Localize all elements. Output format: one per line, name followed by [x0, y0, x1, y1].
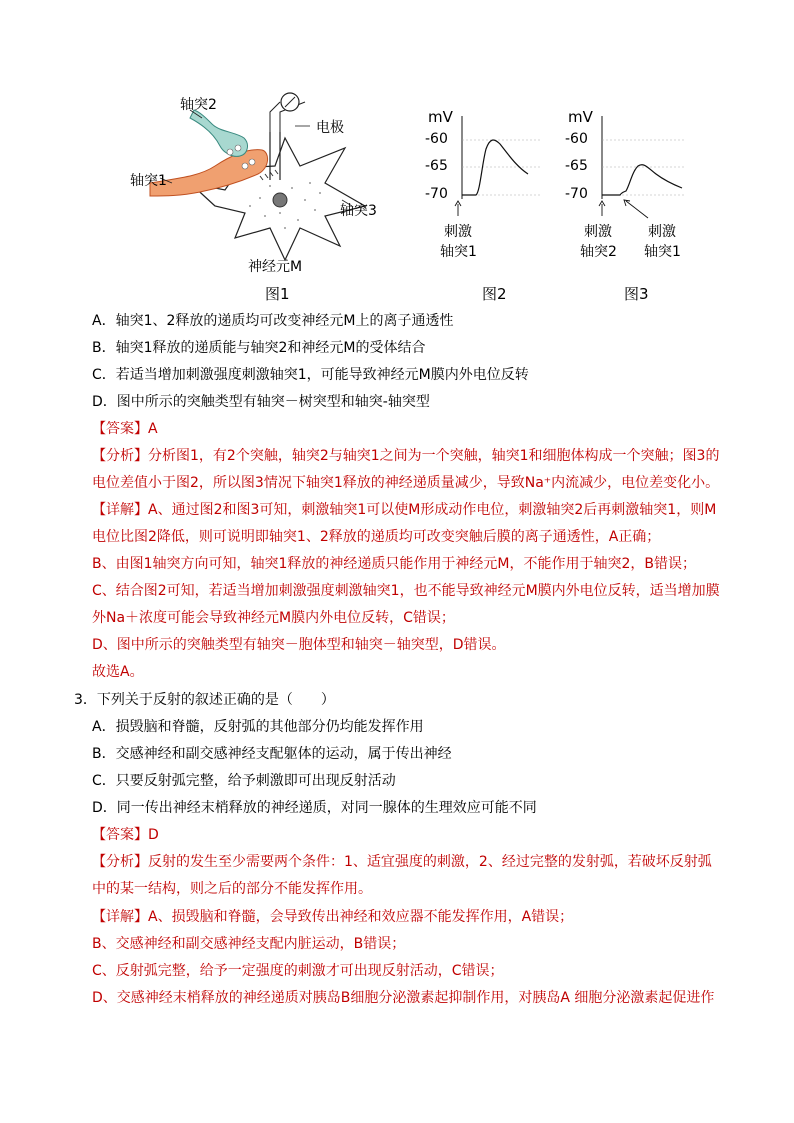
fig3-stim-b-line2: 轴突1 — [644, 244, 681, 260]
q2-analysis-line2: 电位差值小于图2，所以图3情况下轴突1释放的神经递质量减少，导致Na⁺内流减少，电位差变化小。 — [92, 475, 720, 491]
q3-stem: 3．下列关于反射的叙述正确的是（ ） — [74, 692, 335, 708]
fig3-stim-a-line2: 轴突2 — [580, 244, 617, 260]
q3-detail-line1 — [92, 907, 573, 927]
fig3-tick-65: -65 — [565, 158, 588, 174]
q2-detail-line3: B、由图1轴突方向可知，轴突1释放的神经递质只能作用于神经元M，不能作用于轴突2，B错误； — [92, 556, 697, 572]
q2-detail-line6: D、图中所示的突触类型有轴突－胞体型和轴突－轴突型，D错误。 — [92, 637, 506, 653]
analysis-text: 反射的发生至少需要两个条件：1、适宜强度的刺激，2、经过完整的发射弧，若破坏反射弧 — [148, 854, 712, 870]
q2-option-c: C．若适当增加刺激强度刺激轴突1，可能导致神经元M膜内外电位反转 — [92, 367, 529, 383]
q3-option-c: C．只要反射弧完整，给予刺激即可出现反射活动 — [92, 773, 396, 789]
figure2-caption: 图2 — [482, 285, 507, 303]
q2-detail-line5: 外Na＋浓度可能会导致神经元M膜内外电位反转，C错误； — [92, 610, 455, 626]
fig2-tick-70: -70 — [425, 186, 448, 202]
answer-value: A — [148, 421, 158, 437]
q2-conclusion: 故选A。 — [92, 664, 144, 680]
answer-tag: 【答案】 — [92, 421, 148, 437]
detail-text: A、通过图2和图3可知，刺激轴突1可以使M形成动作电位，刺激轴突2后再刺激轴突1，则M — [148, 502, 717, 518]
label-electrode: 电极 — [316, 120, 344, 136]
q2-option-b: B．轴突1释放的递质能与轴突2和神经元M的受体结合 — [92, 340, 426, 356]
potential-curve — [602, 165, 682, 195]
q3-option-d: D．同一传出神经末梢释放的神经递质，对同一腺体的生理效应可能不同 — [92, 800, 537, 816]
label-axon3: 轴突3 — [340, 203, 377, 219]
detail-tag: 【详解】 — [92, 502, 148, 518]
analysis-text: 分析图1，有2个突触，轴突2与轴突1之间为一个突触，轴突1和细胞体构成一个突触；图3的 — [148, 448, 720, 464]
detail-text: A、损毁脑和脊髓，会导致传出神经和效应器不能发挥作用，A错误； — [148, 909, 574, 925]
nucleus — [273, 193, 287, 207]
label-neuron-m: 神经元M — [248, 259, 303, 275]
analysis-tag: 【分析】 — [92, 854, 148, 870]
fig3-stim-a-line1: 刺激 — [584, 224, 612, 240]
figure3-caption: 图3 — [624, 285, 649, 303]
q3-detail-line4: D、交感神经末梢释放的神经递质对胰岛B细胞分泌激素起抑制作用，对胰岛A 细胞分泌激素起促进作 — [92, 990, 715, 1006]
fig2-tick-60: -60 — [425, 131, 448, 147]
q3-analysis-line2: 中的某一结构，则之后的部分不能发挥作用。 — [92, 881, 372, 897]
potential-curve — [462, 140, 528, 195]
fig2-stim-line1: 刺激 — [444, 224, 472, 240]
fig3-tick-60: -60 — [565, 131, 588, 147]
fig2-unit: mV — [428, 108, 453, 126]
q3-answer — [92, 825, 159, 845]
fig2-stim-line2: 轴突1 — [440, 244, 477, 260]
q2-answer — [92, 419, 158, 439]
figure-2 — [420, 104, 550, 274]
label-axon1: 轴突1 — [130, 173, 167, 189]
detail-tag: 【详解】 — [92, 909, 148, 925]
q2-option-a: A．轴突1、2释放的递质均可改变神经元M上的离子通透性 — [92, 313, 454, 329]
figure-1 — [120, 88, 420, 278]
q3-detail-line2: B、交感神经和副交感神经支配内脏运动，B错误； — [92, 936, 406, 952]
q2-detail-line4: C、结合图2可知，若适当增加刺激强度刺激轴突1，也不能导致神经元M膜内外电位反转，适当增加膜 — [92, 583, 720, 599]
q3-option-a: A．损毁脑和脊髓，反射弧的其他部分仍均能发挥作用 — [92, 719, 424, 735]
analysis-tag: 【分析】 — [92, 448, 148, 464]
q2-option-d: D．图中所示的突触类型有轴突－树突型和轴突-轴突型 — [92, 394, 430, 410]
q2-detail-line1 — [92, 500, 716, 520]
answer-value: D — [148, 827, 159, 843]
q3-detail-line3: C、反射弧完整，给予一定强度的刺激才可出现反射活动，C错误； — [92, 963, 504, 979]
fig3-unit: mV — [568, 108, 593, 126]
q2-analysis-line1 — [92, 446, 719, 466]
fig3-tick-70: -70 — [565, 186, 588, 202]
figure1-caption: 图1 — [265, 285, 290, 303]
answer-tag: 【答案】 — [92, 827, 148, 843]
q3-analysis-line1 — [92, 852, 712, 872]
figure-3 — [560, 104, 710, 274]
fig2-tick-65: -65 — [425, 158, 448, 174]
q3-option-b: B．交感神经和副交感神经支配躯体的运动，属于传出神经 — [92, 746, 452, 762]
q2-detail-line2: 电位比图2降低，则可说明即轴突1、2释放的递质均可改变突触后膜的离子通透性，A正确； — [92, 529, 661, 545]
fig3-stim-b-line1: 刺激 — [648, 224, 676, 240]
label-axon2: 轴突2 — [180, 97, 217, 113]
